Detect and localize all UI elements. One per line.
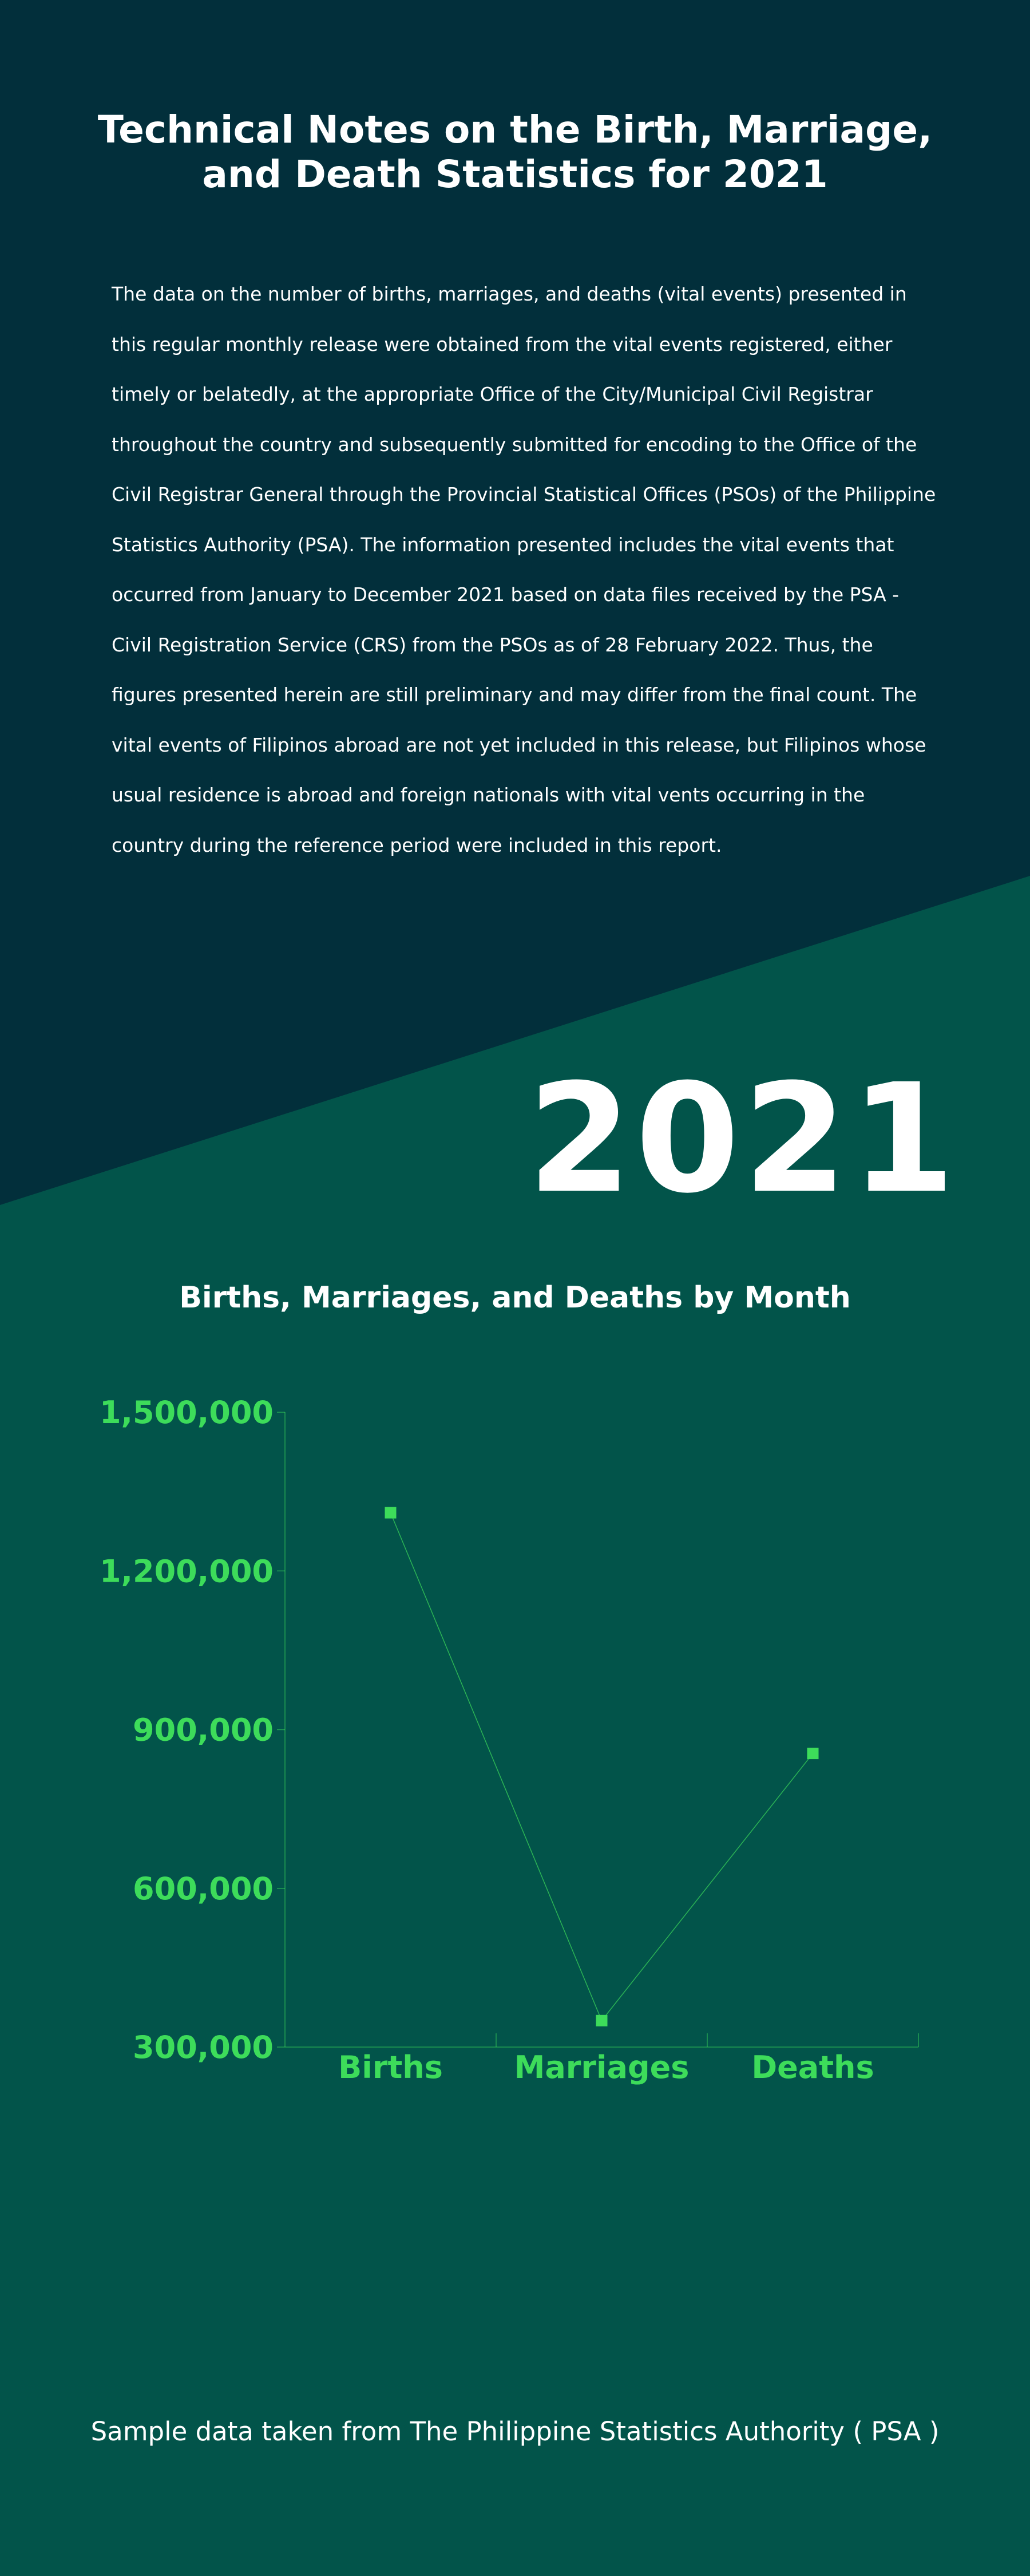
series-lines [391,1513,813,2021]
y-tick-label: 1,200,000 [99,1553,274,1590]
technical-notes-paragraph: The data on the number of births, marriages, and deaths (vital events) presented in this regular monthly release were obtained from the vital events registered, either timely or belatedly, at the appropriate Office of the City/Municipal Civil Registrar throughout the country and subsequently submitted for encoding to the Office of the Civil Registrar General through the Provincial Statistical Offices (PSOs) of the Philippine Statistics Authority (PSA). The information presented includes the vital events that occurred from January to December 2021 based on data files received by the PSA - Civil Registration Service (CRS) from the PSOs as of 28 February 2022. Thus, the figures presented herein are still preliminary and may differ from the final count. The vital events of Filipinos abroad are not yet included in this release, but Filipinos whose usual residence is abroad and foreign nationals with vital vents occurring in the country during the reference period were included in this report. [112,283,936,856]
series-line [391,1513,813,2021]
x-tick-label-marriages: Marriages [514,2049,690,2085]
x-tick-label-deaths: Deaths [751,2049,874,2085]
x-axis-labels [338,2033,918,2085]
page-title [86,108,944,197]
x-tick-label-births: Births [338,2049,443,2085]
series-points [385,1507,819,2026]
source-note: Sample data taken from The Philippine Statistics Authority ( PSA ) [90,2416,940,2447]
data-point-deaths [807,1748,819,1759]
page-title-line2: and Death Statistics for 2021 [202,152,828,196]
y-tick-label: 600,000 [133,1870,274,1907]
line-chart [0,1362,1030,2129]
y-tick-label: 900,000 [133,1712,274,1748]
y-tick-label: 300,000 [133,2029,274,2065]
year-display: 2021 [527,1052,958,1226]
data-point-births [385,1507,397,1519]
y-axis-ticks [100,1394,285,2065]
page-title-line1: Technical Notes on the Birth, Marriage, [97,108,933,152]
chart-axes [285,1412,918,2047]
data-point-marriages [596,2015,608,2026]
y-tick-label: 1,500,000 [99,1394,274,1431]
chart-title: Births, Marriages, and Deaths by Month [179,1281,851,1315]
